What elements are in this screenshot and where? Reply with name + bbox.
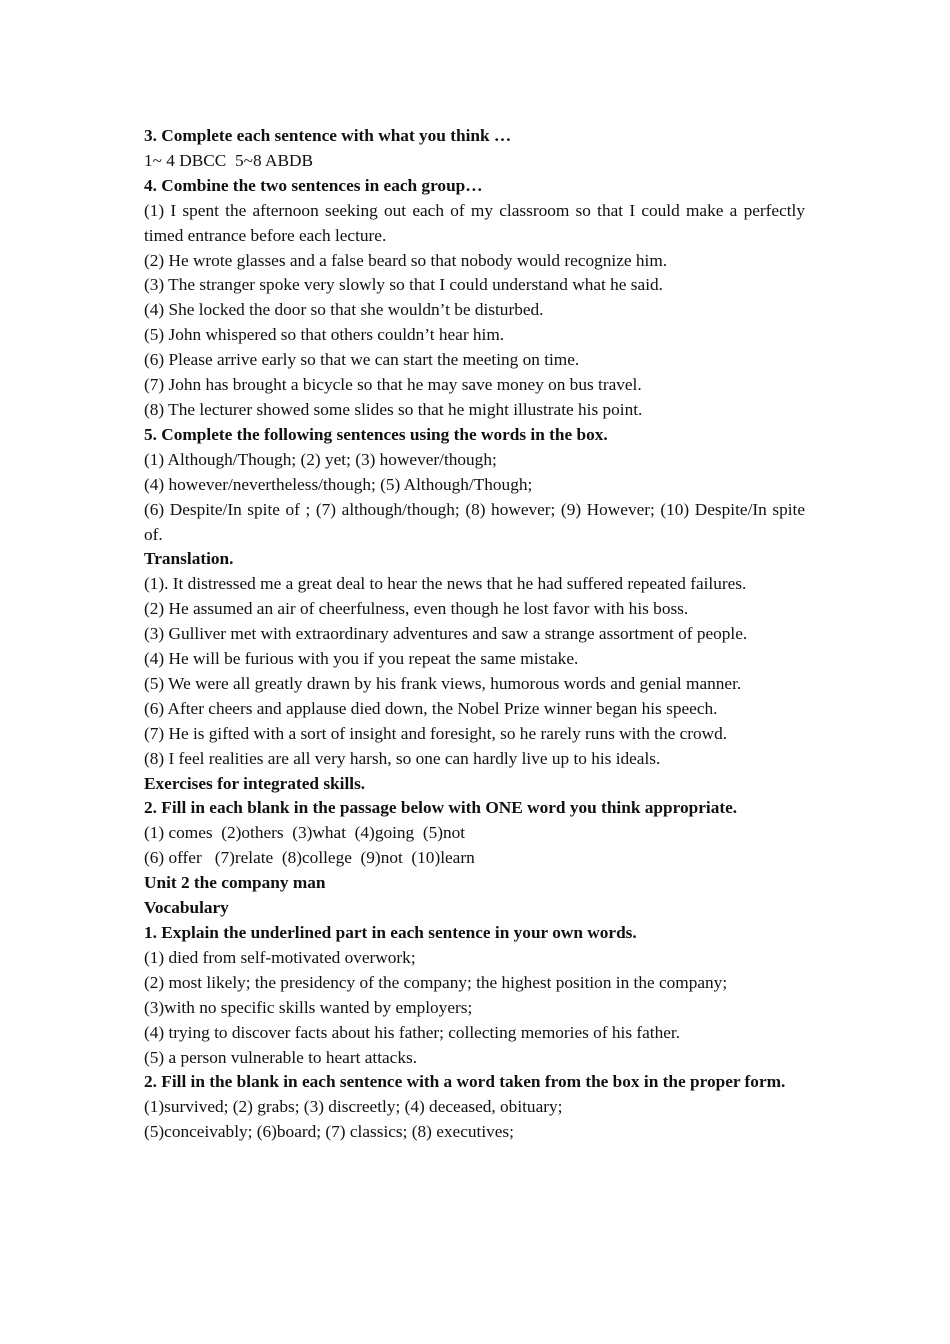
answer-line: (3) Gulliver met with extraordinary adventures and saw a strange assortment of people. [144,624,748,644]
answer-line: (6) Despite/In spite of ; (7) although/though; (8) however; (9) However; (10) Despite/In spite of. [144,499,810,544]
answer-line: (1)survived; (2) grabs; (3) discreetly; (4) deceased, obituary; [144,1097,563,1117]
section-heading-translation: Translation. [144,549,234,569]
answer-line: 1~ 4 DBCC 5~8 ABDB [144,150,313,170]
answer-line: (5) We were all greatly drawn by his frank views, humorous words and genial manner. [144,673,742,693]
answer-line: (2) He wrote glasses and a false beard so that nobody would recognize him. [144,250,668,270]
answer-line: (5)conceivably; (6)board; (7) classics; (8) executives; [144,1122,514,1142]
answer-line: (5) a person vulnerable to heart attacks. [144,1047,418,1067]
section-heading-integrated-skills: Exercises for integrated skills. [144,773,366,793]
answer-line: (8) The lecturer showed some slides so that he might illustrate his point. [144,399,643,419]
answer-line: (4) He will be furious with you if you repeat the same mistake. [144,649,579,669]
answer-line: (3)with no specific skills wanted by employers; [144,997,473,1017]
answer-line: (7) He is gifted with a sort of insight and foresight, so he rarely runs with the crowd. [144,723,728,743]
answer-line: (7) John has brought a bicycle so that he may save money on bus travel. [144,375,642,395]
answer-line: (5) John whispered so that others couldn’t hear him. [144,325,505,345]
answer-line: (4) however/nevertheless/though; (5) Although/Though; [144,474,533,494]
section-heading-fill-form: 2. Fill in the blank in each sentence with a word taken from the box in the proper form. [144,1072,786,1092]
answer-line: (2) He assumed an air of cheerfulness, even though he lost favor with his boss. [144,599,689,619]
section-heading-4: 4. Combine the two sentences in each group… [144,175,483,195]
answer-line: (8) I feel realities are all very harsh, so one can hardly live up to his ideals. [144,748,661,768]
answer-line: (4) trying to discover facts about his father; collecting memories of his father. [144,1022,681,1042]
answer-line: (4) She locked the door so that she wouldn’t be disturbed. [144,300,544,320]
section-heading-vocabulary: Vocabulary [144,898,229,918]
answer-line: (6) offer (7)relate (8)college (9)not (10)learn [144,848,475,868]
section-heading-explain: 1. Explain the underlined part in each sentence in your own words. [144,923,637,942]
section-heading-fill-blank: 2. Fill in each blank in the passage below with ONE word you think appropriate. [144,798,738,818]
answer-line: (1) Although/Though; (2) yet; (3) however/though; [144,449,497,469]
answer-line: (3) The stranger spoke very slowly so that I could understand what he said. [144,275,663,295]
unit-title: Unit 2 the company man [144,873,326,893]
answer-line: (1) I spent the afternoon seeking out each of my classroom so that I could make a perfectly timed entrance before each lecture. [144,200,810,245]
answer-line: (1). It distressed me a great deal to hear the news that he had suffered repeated failures. [144,574,747,594]
answer-line: (6) Please arrive early so that we can start the meeting on time. [144,350,580,370]
section-heading-3: 3. Complete each sentence with what you think … [144,126,512,145]
document-page [144,124,810,1145]
answer-line: (1) died from self-motivated overwork; [144,947,416,967]
section-heading-5: 5. Complete the following sentences using the words in the box. [144,424,608,444]
answer-line: (2) most likely; the presidency of the company; the highest position in the company; [144,972,728,992]
answer-line: (1) comes (2)others (3)what (4)going (5)not [144,823,466,843]
answer-line: (6) After cheers and applause died down, the Nobel Prize winner began his speech. [144,698,718,718]
